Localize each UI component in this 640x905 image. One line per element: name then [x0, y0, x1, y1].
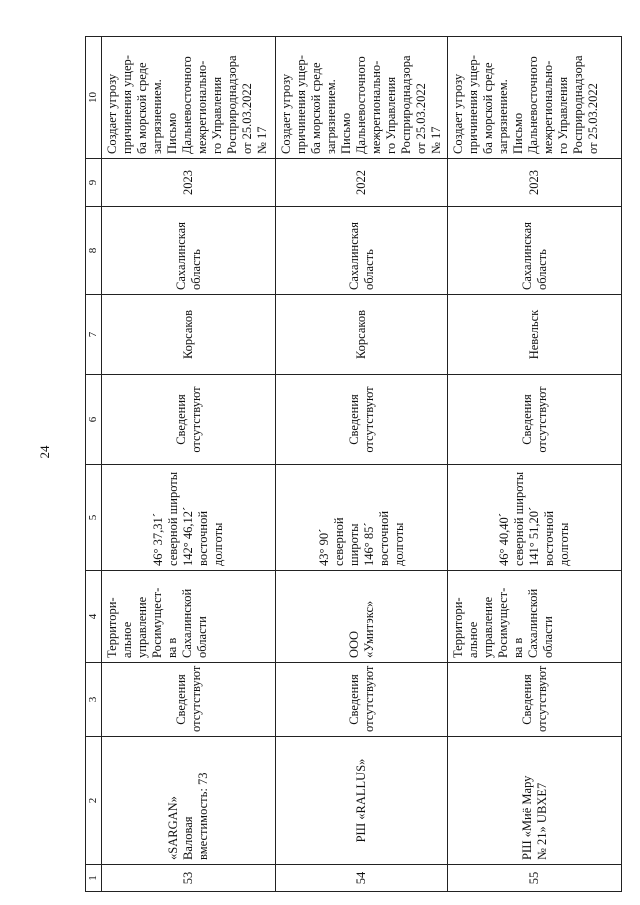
vessel-info: Сведения отсутствуют — [448, 663, 622, 737]
vessel-info: Сведения отсутствуют — [276, 663, 448, 737]
location: Невельск — [448, 295, 622, 375]
vessel-name: РШ «RALLUS» — [276, 737, 448, 865]
year: 2023 — [102, 159, 276, 207]
column-header: 5 — [86, 465, 102, 571]
coordinates: 46° 37,31´ северной широты 142° 46,12´ восточной долготы — [102, 465, 276, 571]
row-number: 54 — [276, 865, 448, 892]
table-row — [102, 37, 276, 892]
year: 2023 — [448, 159, 622, 207]
notes: Создает угрозу причинения ущер- ба морской среде загрязнением. Письмо Дальневосточного межрегионально- го Управления Росприроднадзора от 25.03.2022 № 17 — [102, 37, 276, 159]
notes: Создает угрозу причинения ущер- ба морской среде загрязнением. Письмо Дальневосточного межрегионально- го Управления Росприроднадзора от 25.03.2022 № 17 — [276, 37, 448, 159]
row-number: 55 — [448, 865, 622, 892]
column-header: 1 — [86, 865, 102, 892]
coordinates: 46° 40,40´ северной широты 141° 51,20´ восточной долготы — [448, 465, 622, 571]
owner: ООО «Умитэкс» — [276, 571, 448, 663]
vessel-info-2: Сведения отсутствуют — [448, 375, 622, 465]
column-number-row — [86, 37, 102, 892]
table-row — [276, 37, 448, 892]
registry-table-wrapper — [85, 37, 620, 892]
vessel-name: «SARGAN» Валовая вместимость: 73 — [102, 737, 276, 865]
column-header: 2 — [86, 737, 102, 865]
row-number: 53 — [102, 865, 276, 892]
region: Сахалинская область — [448, 207, 622, 295]
registry-table — [85, 36, 622, 892]
vessel-name: РШ «Миё Мару № 21» UBXE7 — [448, 737, 622, 865]
region: Сахалинская область — [102, 207, 276, 295]
column-header: 7 — [86, 295, 102, 375]
year: 2022 — [276, 159, 448, 207]
owner: Территори- альное управление Росимущест- ва в Сахалинской области — [102, 571, 276, 663]
vessel-info-2: Сведения отсутствуют — [276, 375, 448, 465]
vessel-info: Сведения отсутствуют — [102, 663, 276, 737]
column-header: 10 — [86, 37, 102, 159]
table-row — [448, 37, 622, 892]
region: Сахалинская область — [276, 207, 448, 295]
location: Корсаков — [102, 295, 276, 375]
page-number: 24 — [37, 445, 52, 459]
column-header: 8 — [86, 207, 102, 295]
coordinates: 43° 90´ северной широты 146° 85´ восточной долготы — [276, 465, 448, 571]
notes: Создает угрозу причинения ущер- ба морской среде загрязнением. Письмо Дальневосточного межрегионально- го Управления Росприроднадзора от 25.03.2022 — [448, 37, 622, 159]
column-header: 3 — [86, 663, 102, 737]
column-header: 9 — [86, 159, 102, 207]
column-header: 6 — [86, 375, 102, 465]
column-header: 4 — [86, 571, 102, 663]
owner: Территори- альное управление Росимущест- ва в Сахалинской области — [448, 571, 622, 663]
location: Корсаков — [276, 295, 448, 375]
vessel-info-2: Сведения отсутствуют — [102, 375, 276, 465]
